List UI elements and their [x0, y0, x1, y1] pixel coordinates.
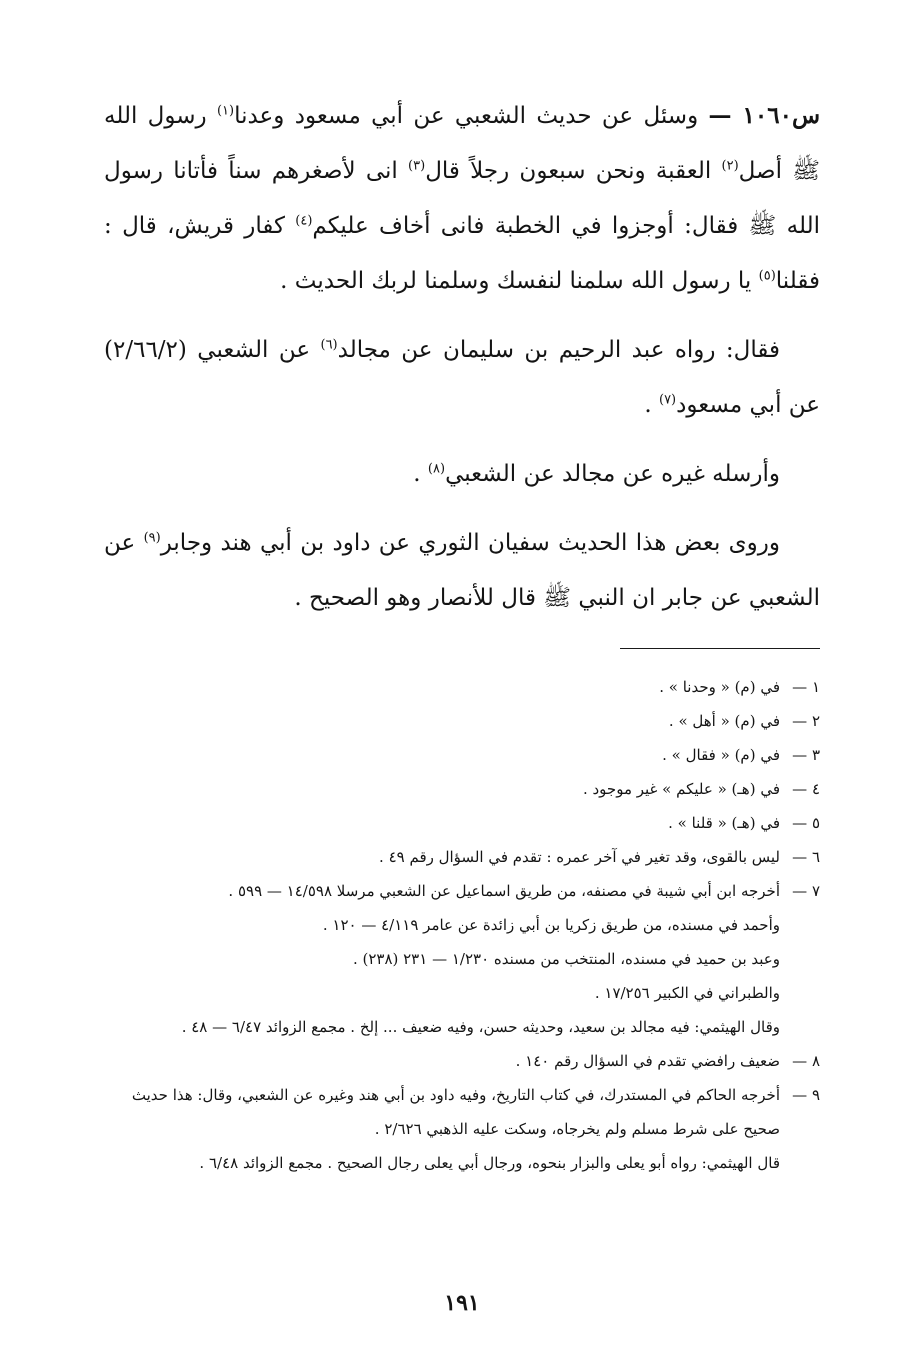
main-text-block	[104, 88, 820, 640]
text-run: .	[413, 461, 428, 487]
footnotes	[104, 670, 820, 1180]
paragraph-3	[104, 447, 820, 502]
page-number: ١٩١	[444, 1290, 480, 1316]
footnote-4	[104, 772, 820, 806]
footnote-body	[104, 840, 780, 874]
footnote-3	[104, 738, 820, 772]
footnote-line: ليس بالقوى، وقد تغير في آخر عمره : تقدم في السؤال رقم ٤٩ .	[379, 848, 780, 866]
paragraph-1	[104, 88, 820, 309]
paragraph-2	[104, 323, 820, 433]
question-body	[104, 88, 820, 626]
footnote-number: ٢ —	[792, 712, 820, 730]
footnote-1	[104, 670, 820, 704]
footnote-ref-2[interactable]: (٢)	[721, 158, 739, 174]
footnote-body	[104, 772, 780, 806]
footnote-line: وقال الهيثمي: فيه مجالد بن سعيد، وحديثه حسن، وفيه ضعيف ... إلخ . مجمع الزوائد ٦/٤٧ — ٤٨ .	[181, 1018, 780, 1036]
footnote-body	[104, 670, 780, 704]
question-number: س١٠٦٠ —	[708, 102, 821, 129]
footnote-body	[104, 806, 780, 840]
footnote-ref-3[interactable]: (٣)	[408, 158, 426, 174]
footnote-7	[104, 874, 820, 1044]
text-run: وسئل عن حديث الشعبي عن أبي مسعود وعدنا	[234, 103, 699, 129]
footnote-ref-1[interactable]: (١)	[216, 103, 235, 119]
footnote-body	[104, 1078, 780, 1180]
footnote-8	[104, 1044, 820, 1078]
footnote-line: ضعيف رافضي تقدم في السؤال رقم ١٤٠ .	[515, 1052, 780, 1070]
footnote-body	[104, 704, 780, 738]
footnote-ref-6[interactable]: (٦)	[320, 337, 338, 353]
footnote-number: ٧ —	[792, 882, 820, 900]
text-run: عن الشعبي عن جابر ان النبي ﷺ قال للأنصار وهو الصحيح .	[104, 530, 820, 611]
text-run: العقبة ونحن سبعون رجلاً قال	[425, 158, 722, 184]
paragraph-4	[104, 516, 820, 626]
footnote-body	[104, 874, 780, 1044]
footnote-ref-4[interactable]: (٤)	[295, 213, 313, 229]
footnote-number: ٥ —	[792, 814, 820, 832]
footnote-line: في (م) « وحدنا » .	[659, 678, 780, 696]
footnote-ref-9[interactable]: (٩)	[143, 530, 161, 546]
text-run: رسول الله ﷺ أصل	[104, 103, 821, 184]
footnote-line: في (هـ) « عليكم » غير موجود .	[582, 780, 780, 798]
footnote-line: أخرجه الحاكم في المستدرك، في كتاب التاريخ، وفيه داود بن أبي هند وغيره عن الشعبي، وقال: هذا حديث صحيح على شرط مسلم ولم يخرجاه، وسكت عليه الذهبي ٢/٦٢٦ .	[131, 1086, 780, 1138]
text-run: وأرسله غيره عن مجالد عن الشعبي	[445, 461, 780, 487]
footnote-ref-8[interactable]: (٨)	[427, 461, 446, 477]
text-run: فقال: رواه عبد الرحيم بن سليمان عن مجالد	[337, 337, 780, 363]
text-run: عن الشعبي (٢/٦٦/٢) عن أبي مسعود	[104, 337, 820, 418]
footnote-9	[104, 1078, 820, 1180]
footnote-line: أخرجه ابن أبي شيبة في مصنفه، من طريق اسماعيل عن الشعبي مرسلا ١٤/٥٩٨ — ٥٩٩ .	[228, 882, 780, 900]
footnote-body	[104, 1044, 780, 1078]
footnote-number: ٨ —	[792, 1052, 820, 1070]
text-run: كفار قريش، قال : فقلنا	[104, 213, 820, 294]
footnote-line: في (م) « أهل » .	[668, 712, 780, 730]
footnote-ref-5[interactable]: (٥)	[758, 268, 776, 284]
footnote-number: ٤ —	[792, 780, 820, 798]
text-run: يا رسول الله سلمنا لنفسك وسلمنا لربك الحديث .	[280, 268, 759, 294]
footnote-line: وأحمد في مسنده، من طريق زكريا بن أبي زائدة عن عامر ٤/١١٩ — ١٢٠ .	[322, 916, 780, 934]
footnote-line: والطبراني في الكبير ١٧/٢٥٦ .	[594, 984, 780, 1002]
footnote-ref-7[interactable]: (٧)	[658, 392, 677, 408]
footnote-5	[104, 806, 820, 840]
footnote-separator	[620, 648, 820, 649]
footnote-number: ١ —	[792, 678, 820, 696]
footnote-number: ٩ —	[792, 1086, 820, 1104]
footnote-line: قال الهيثمي: رواه أبو يعلى والبزار بنحوه، ورجال أبي يعلى رجال الصحيح . مجمع الزوائد ٦/٤٨ .	[199, 1154, 780, 1172]
footnote-line: في (هـ) « قلنا » .	[668, 814, 780, 832]
text-run: انى لأصغرهم سناً فأتانا رسول الله ﷺ فقال: أوجزوا في الخطبة فانى أخاف عليكم	[104, 158, 820, 239]
footnote-number: ٣ —	[792, 746, 820, 764]
footnote-number: ٦ —	[792, 848, 820, 866]
text-run: وروى بعض هذا الحديث سفيان الثوري عن داود بن أبي هند وجابر	[160, 530, 781, 556]
footnote-line: في (م) « فقال » .	[662, 746, 780, 764]
footnote-2	[104, 704, 820, 738]
text-run: .	[644, 392, 659, 418]
footnote-line: وعبد بن حميد في مسنده، المنتخب من مسنده ١/٢٣٠ — ٢٣١ (٢٣٨) .	[352, 950, 780, 968]
footnote-6	[104, 840, 820, 874]
footnote-body	[104, 738, 780, 772]
